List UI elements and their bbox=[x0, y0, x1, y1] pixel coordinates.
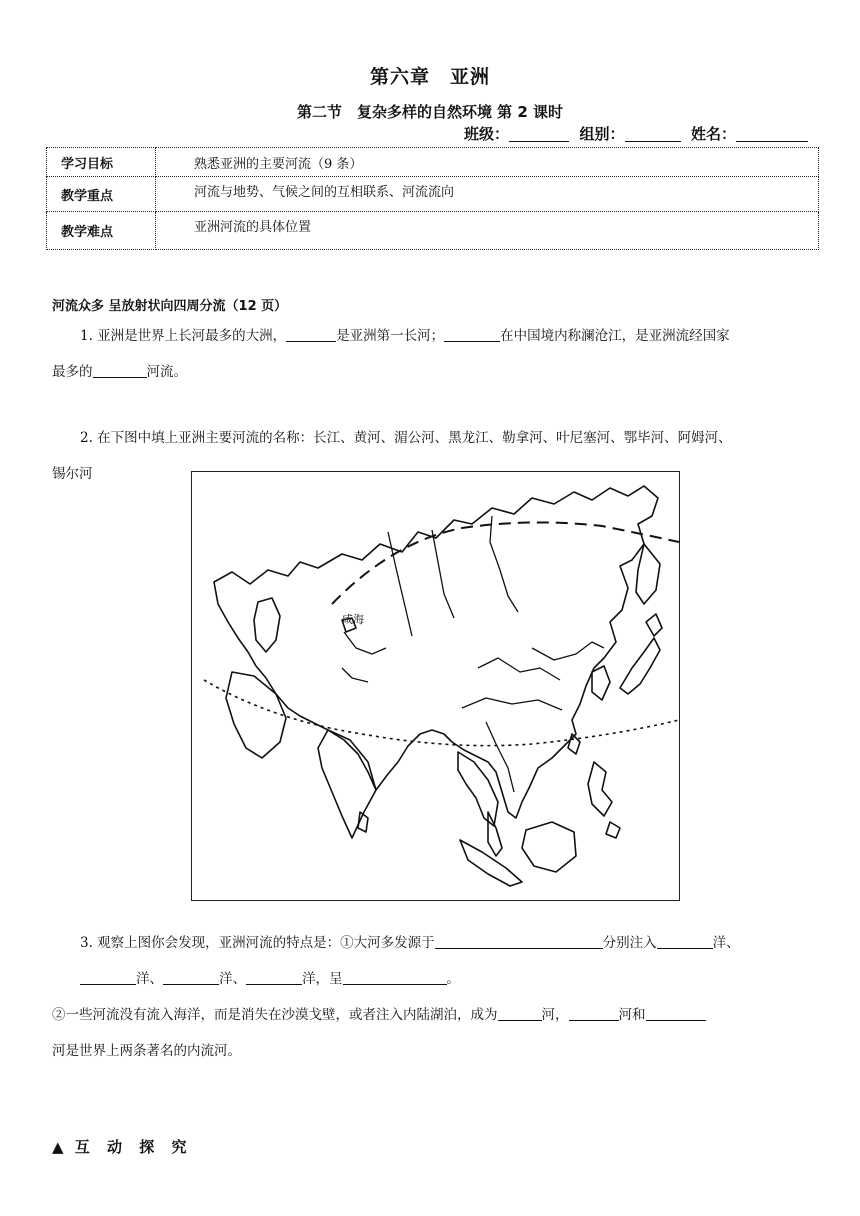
group-blank[interactable] bbox=[625, 125, 681, 142]
section-heading: 河流众多 呈放射状向四周分流（12 页） bbox=[52, 299, 288, 314]
q3-blank-source[interactable] bbox=[435, 933, 603, 949]
q3-blank-ocean-3[interactable] bbox=[163, 969, 219, 985]
q3-text-k: 河是世界上两条著名的内流河。 bbox=[52, 1043, 241, 1059]
q1-text-d: 最多的 bbox=[52, 364, 93, 380]
chapter-title: 第六章 亚洲 bbox=[369, 66, 490, 88]
table-row bbox=[47, 177, 819, 212]
q3-text-b: 分别注入 bbox=[602, 935, 657, 951]
q3-blank-pattern[interactable] bbox=[343, 969, 447, 985]
goals-table bbox=[46, 147, 819, 250]
interactive-label: 互 动 探 究 bbox=[74, 1138, 193, 1156]
q1-blank-1[interactable] bbox=[286, 326, 336, 342]
asia-map[interactable] bbox=[191, 471, 680, 901]
difficulty-label: 教学难点 bbox=[47, 212, 156, 250]
q3-blank-ocean-1[interactable] bbox=[657, 933, 713, 949]
triangle-icon: ▲ bbox=[52, 1138, 64, 1156]
q1-blank-2[interactable] bbox=[444, 326, 500, 342]
q3-text-g: 。 bbox=[446, 971, 460, 987]
question-1 bbox=[52, 318, 812, 390]
q3-text-c: 洋、 bbox=[712, 935, 740, 951]
table-row bbox=[47, 212, 819, 250]
name-label: 姓名： bbox=[690, 125, 736, 143]
interactive-section-heading bbox=[52, 1136, 192, 1157]
q1-blank-3[interactable] bbox=[93, 362, 147, 378]
student-info-line bbox=[464, 123, 808, 144]
class-label: 班级： bbox=[464, 125, 510, 143]
question-3 bbox=[52, 925, 812, 1069]
section-subtitle: 第二节 复杂多样的自然环境 第 2 课时 bbox=[296, 103, 564, 121]
q3-text-f: 洋，呈 bbox=[302, 971, 343, 987]
group-label: 组别： bbox=[579, 125, 625, 143]
q1-text-e: 河流。 bbox=[146, 364, 187, 380]
q3-blank-ocean-2[interactable] bbox=[80, 969, 136, 985]
q3-text-i: 河， bbox=[541, 1007, 569, 1023]
difficulty-value: 亚洲河流的具体位置 bbox=[156, 212, 819, 250]
q3-blank-river-1[interactable] bbox=[569, 1005, 619, 1021]
q3-text-j: 河和 bbox=[618, 1007, 646, 1023]
q2-text-line1: 2. 在下图中填上亚洲主要河流的名称：长江、黄河、湄公河、黑龙江、勒拿河、叶尼塞河、鄂毕河、阿姆河、 bbox=[80, 430, 732, 446]
q3-blank-ocean-4[interactable] bbox=[246, 969, 302, 985]
q3-blank-river-2[interactable] bbox=[646, 1005, 706, 1021]
q1-text-c: 在中国境内称澜沧江，是亚洲流经国家 bbox=[500, 328, 730, 344]
q3-text-a: 3. 观察上图你会发现，亚洲河流的特点是：①大河多发源于 bbox=[80, 935, 435, 951]
goal-value: 熟悉亚洲的主要河流（9 条） bbox=[156, 148, 819, 177]
asia-map-outline bbox=[192, 472, 679, 900]
q3-text-e: 洋、 bbox=[219, 971, 246, 987]
focus-value: 河流与地势、气候之间的互相联系、河流流向 bbox=[156, 177, 819, 212]
table-row bbox=[47, 148, 819, 177]
q3-text-d: 洋、 bbox=[136, 971, 163, 987]
class-blank[interactable] bbox=[509, 125, 569, 142]
focus-label: 教学重点 bbox=[47, 177, 156, 212]
q1-text-a: 1. 亚洲是世界上长河最多的大洲， bbox=[80, 328, 287, 344]
goal-label: 学习目标 bbox=[47, 148, 156, 177]
q1-text-b: 是亚洲第一长河； bbox=[336, 328, 445, 344]
aral-sea-label: 咸海 bbox=[342, 613, 364, 626]
q2-text-line2: 锡尔河 bbox=[52, 466, 93, 482]
q3-blank-inland-type[interactable] bbox=[498, 1005, 542, 1021]
name-blank[interactable] bbox=[736, 125, 808, 142]
q3-text-h: ②一些河流没有流入海洋，而是消失在沙漠戈壁，或者注入内陆湖泊，成为 bbox=[52, 1007, 498, 1023]
